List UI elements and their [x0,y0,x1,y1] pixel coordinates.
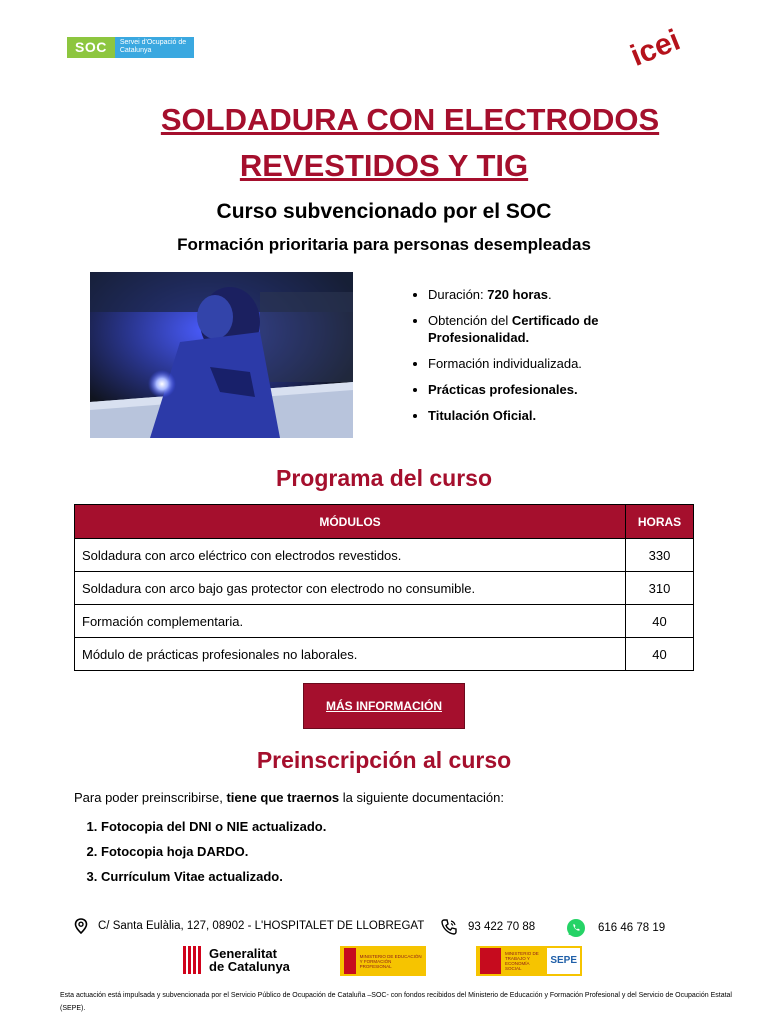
module-name: Soldadura con arco bajo gas protector con electrodo no consumible. [75,572,626,605]
program-table [74,504,694,671]
icei-logo [625,22,683,68]
phone-icon [440,918,458,936]
module-hours: 40 [626,605,694,638]
module-name: Módulo de prácticas profesionales no laborales. [75,638,626,671]
table-row [75,638,694,671]
list-item: • Titulación Oficial. [428,407,668,424]
ministerio-educacion-logo: MINISTERIO DE EDUCACIÓN Y FORMACIÓN PROFESIONAL [340,946,426,976]
documents-list [74,818,326,893]
course-subtitle: Curso subvencionado por el SOC [216,200,552,223]
list-item: • Duración: 720 horas. [428,286,668,303]
program-heading: Programa del curso [275,465,493,491]
sepe-logo: SEPE [547,948,580,974]
table-row [75,605,694,638]
module-name: Formación complementaria. [75,605,626,638]
location-pin-icon [74,918,88,934]
address [74,918,424,934]
title-line-1: SOLDADURA CON ELECTRODOS [160,102,660,137]
phone-number: 93 422 70 88 [468,921,536,933]
funding-disclaimer: Esta actuación está impulsada y subvencionada por el Servicio Público de Ocupación de Cataluña –SOC- con fondos recibidos del Ministerio de Educación y Formación Profesional y del Servicio de Ocupación Estatal (SEPE). [60,992,732,1012]
list-item: • Prácticas profesionales. [428,381,668,398]
welder-photo [90,272,353,438]
preinscription-heading: Preinscripción al curso [256,747,512,773]
list-item: • Obtención del Certificado de Profesionalidad. [428,312,668,346]
column-header-hours: HORAS [626,505,694,539]
generalitat-logo: Generalitat de Catalunya [183,945,295,975]
icei-logo-text: icei [625,23,683,68]
ministerio-trabajo-logo: MINISTERIO DE TRABAJO Y ECONOMÍA SOCIAL SEPE [476,946,582,976]
phone [440,918,535,936]
course-target: Formación prioritaria para personas desempleadas [177,235,591,254]
title-line-2: REVESTIDOS Y TIG [239,148,529,183]
table-row [75,572,694,605]
generalitat-emblem-icon [183,946,203,974]
module-hours: 330 [626,539,694,572]
whatsapp-number: 616 46 78 19 [598,922,666,934]
spain-coat-of-arms-icon [344,948,356,974]
address-text: C/ Santa Eulàlia, 127, 08902 - L'HOSPITALET DE LLOBREGAT [98,920,425,932]
list-item: 2. Fotocopia hoja DARDO. [101,843,326,860]
module-hours: 40 [626,638,694,671]
feature-list [410,286,668,433]
soc-logo-mark: SOC [67,37,115,58]
preinscription-intro: Para poder preinscribirse, tiene que traernos la siguiente documentación: [74,790,504,805]
column-header-modules: MÓDULOS [75,505,626,539]
soc-logo-subtitle: Servei d'Ocupació de Catalunya [115,37,194,58]
spain-coat-of-arms-icon [480,948,501,974]
table-row [75,539,694,572]
list-item: • Formación individualizada. [428,355,668,372]
module-hours: 310 [626,572,694,605]
more-info-button[interactable]: MÁS INFORMACIÓN [303,683,465,729]
whatsapp-icon [566,918,586,938]
soc-logo [67,37,194,58]
module-name: Soldadura con arco eléctrico con electrodos revestidos. [75,539,626,572]
whatsapp [566,918,665,938]
list-item: 1. Fotocopia del DNI o NIE actualizado. [101,818,326,835]
list-item: 3. Currículum Vitae actualizado. [101,868,326,885]
